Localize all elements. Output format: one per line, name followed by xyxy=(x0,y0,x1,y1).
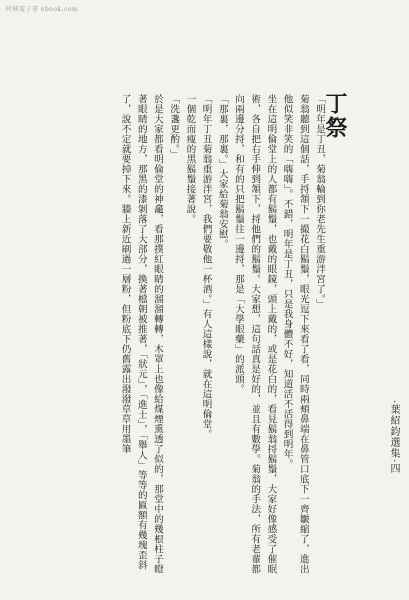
paragraph-1: 「明年是丁丑，菊翁輪到你老先生重游泮宮了。」 xyxy=(314,94,325,310)
paragraph-8: 於是大家都看明倫堂的神龕，看那撲紅眼睛的溜溜轉轉，木罩上也像給煤煙熏透了似的，那堂中的幾根柱子瞪著眼睛的地方，那黑的漆剝落了大部分，換著檔朝被推著，「狀元」，「進士」，「舉人」等等的匾額有幾塊歪斜了，說不定就要掉下來。牆上新近刷過一層粉，但粉底下仍舊露出潑潑草草用墨筆 xyxy=(119,94,163,574)
paragraph-4: 「那裏，那裏。」大家給菊翁安慰。 xyxy=(216,94,228,250)
paragraph-5: 「明年丁丑菊翁重游泮宮，我們要敬他一杯酒。」有人這樣說，就在這明倫堂。 xyxy=(200,94,212,440)
paragraph-3: 坐在這明倫堂上的人都有鬍鬚，也戴的眼鏡，頭上戴的，或是花白的，看見鬍翁捋鬍鬚，大家好像感受了催眠術，各自把右手伸到頷下，捋他們的鬍鬚。大家想，這句話真是好的，並且有數學。菊翁的手法，所有老輩都向兩邊分捋，和有的只把鬍鬚往一邊捋，那是「大學眼藥」的派頭。 xyxy=(232,94,277,574)
paragraph-6: 一個乾而瘦的黑鬍鬚接著說。 xyxy=(184,94,196,224)
paragraph-7: 「洗盞更酌。」 xyxy=(168,94,180,160)
chapter-title: 丁祭 xyxy=(322,92,348,140)
running-head: ·葉紹鈞選集·四 xyxy=(388,400,399,475)
paragraph-2: 菊翁聽到這個話，手捋頷下一撮花白鬍鬚，眼光逗下來看了看，同時兩頰鼻端在鼻管口底下一齊皺縮了，進出他似笑非笑的「嗨嗨」。不錯，明年是丁丑，只是我身體不好，知道活不活得到明年。 xyxy=(281,94,309,574)
body-text xyxy=(67,94,327,574)
watermark: 阿城電子書 ebook.com xyxy=(6,6,79,13)
